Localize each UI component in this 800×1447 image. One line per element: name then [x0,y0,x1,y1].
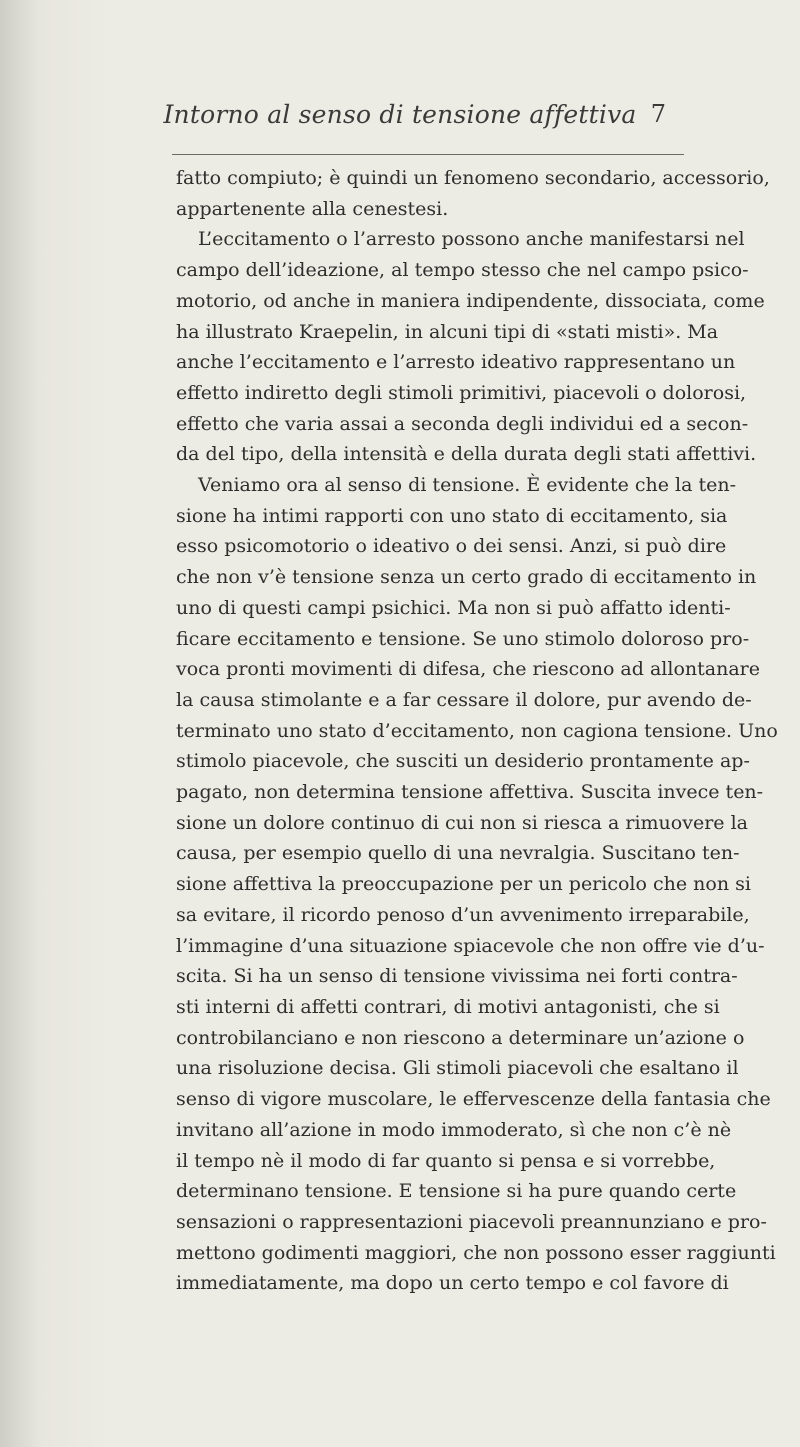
text-line: ficare eccitamento e tensione. Se uno stimolo doloroso pro- [176,627,750,650]
text-line: scita. Si ha un senso di tensione vivissima nei forti contra- [176,965,738,988]
text-line: Veniamo ora al senso di tensione. È evidente che la ten- [198,474,737,497]
text-line: anche l’eccitamento e l’arresto ideativo rappresentano un [176,351,736,374]
text-line: effetto indiretto degli stimoli primitivi, piacevoli o dolorosi, [176,381,747,404]
text-line: il tempo nè il modo di far quanto si pensa e si vorrebbe, [176,1149,716,1172]
text-line: sione ha intimi rapporti con uno stato di eccitamento, sia [176,504,728,527]
header-rule [172,154,684,155]
text-line: sione un dolore continuo di cui non si riesca a rimuovere la [176,811,748,834]
text-line: mettono godimenti maggiori, che non possono esser raggiunti [176,1241,776,1264]
text-line: uno di questi campi psichici. Ma non si può affatto identi- [176,596,731,619]
text-line: appartenente alla cenestesi. [176,197,449,220]
text-line: causa, per esempio quello di una nevralgia. Suscitano ten- [176,842,740,865]
text-line: sa evitare, il ricordo penoso d’un avvenimento irreparabile, [176,903,750,926]
text-line: esso psicomotorio o ideativo o dei sensi. Anzi, si può dire [176,535,727,558]
text-line: effetto che varia assai a seconda degli individui ed a secon- [176,412,749,435]
page-header [0,100,800,140]
text-line: L’eccitamento o l’arresto possono anche manifestarsi nel [198,228,745,251]
text-line: pagato, non determina tensione affettiva. Suscita invece ten- [176,781,764,804]
text-line: sti interni di affetti contrari, di motivi antagonisti, che si [176,995,720,1018]
text-line: controbilanciano e non riescono a determinare un’azione o [176,1026,745,1049]
text-line: terminato uno stato d’eccitamento, non cagiona tensione. Uno [176,719,778,742]
text-line: motorio, od anche in maniera indipendente, dissociata, come [176,289,765,312]
text-line: sione affettiva la preoccupazione per un pericolo che non si [176,873,751,896]
running-head: Intorno al senso di tensione affettiva [163,100,637,129]
text-line: fatto compiuto; è quindi un fenomeno secondario, accessorio, [176,167,770,189]
text-line: campo dell’ideazione, al tempo stesso che nel campo psico- [176,259,749,282]
text-line: la causa stimolante e a far cessare il dolore, pur avendo de- [176,688,752,711]
text-line: una risoluzione decisa. Gli stimoli piacevoli che esaltano il [176,1057,739,1080]
text-line: invitano all’azione in modo immoderato, sì che non c’è nè [176,1118,732,1141]
text-line: stimolo piacevole, che susciti un desiderio prontamente ap- [176,750,750,773]
text-line: ha illustrato Kraepelin, in alcuni tipi di «stati misti». Ma [176,320,719,343]
text-line: che non v’è tensione senza un certo grado di eccitamento in [176,566,757,589]
body-text [176,163,778,1299]
text-line: sensazioni o rappresentazioni piacevoli preannunziano e pro- [176,1210,767,1233]
text-line: da del tipo, della intensità e della durata degli stati affettivi. [176,443,757,466]
page-number: 7 [650,100,666,128]
text-line: voca pronti movimenti di difesa, che riescono ad allontanare [176,658,760,681]
text-line: immediatamente, ma dopo un certo tempo e col favore di [176,1272,729,1295]
text-line: senso di vigore muscolare, le effervescenze della fantasia che [176,1088,771,1111]
text-line: l’immagine d’una situazione spiacevole che non offre vie d’u- [176,934,765,957]
text-line: determinano tensione. E tensione si ha pure quando certe [176,1180,737,1203]
